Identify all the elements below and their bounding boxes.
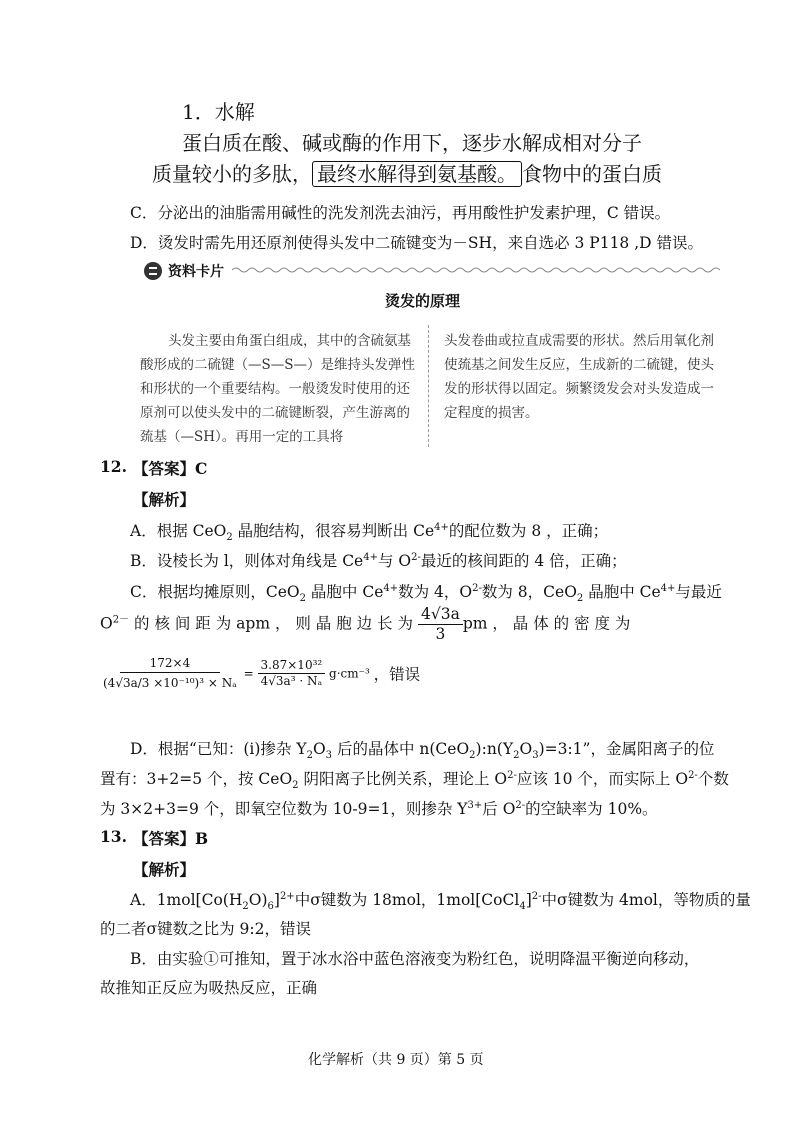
q12-number: 12.: [100, 457, 127, 476]
q12-answer: 【答案】C: [133, 459, 208, 478]
q12-option-d-line3: 为 3×2+3=9 个，即氧空位数为 10-9=1，则掺杂 $Y^{3+}$后 $O^{2-}$的空缺率为 10%。: [100, 799, 658, 818]
density-fraction-right: $\frac{\text{3.87×10³²}}{\text{4√3a³ · Nₐ}}$: [258, 659, 326, 688]
q13-option-b: B．由实验①可推知，置于冰水浴中蓝色溶液变为粉红色，说明降温平衡逆向移动，: [130, 950, 700, 968]
q12-option-a: A．根据 CeO$_2$ 晶胞结构，很容易判断出 $Ce^{4+}$的配位数为 8 ，正确；: [130, 521, 609, 544]
q12-option-d: D．根据“已知：(i)掺杂 $Y_2O_3$ 后的晶体中 $n(CeO_2):n(Y_2O_3)=3:1$”，金属阳离子的位: [130, 740, 715, 762]
q11-option-d: D．烫发时需先用还原剂使得头发中二硫键变为－SH，来自选必 3 P118 ,D 错误。: [130, 234, 704, 252]
cell-edge-fraction: $\frac{4√3a}{3}$: [418, 606, 463, 643]
q12-analysis-label: 【解析】: [133, 490, 196, 509]
q13-answer: 【答案】B: [133, 829, 209, 848]
q13-analysis-label: 【解析】: [133, 860, 196, 879]
card-right-text: 头发卷曲或拉直成需要的形状。然后用氧化剂使巯基之间发生反应，生成新的二硫键，使头发的形状得以固定。频繁烫发会对头发造成一定程度的损害。: [444, 333, 714, 421]
excerpt-heading: 1．水解: [182, 100, 255, 124]
card-column-divider: [428, 325, 429, 447]
excerpt-line2-b: 食物中的蛋白质: [522, 162, 662, 186]
excerpt-line2-a: 质量较小的多肽，: [152, 162, 312, 186]
excerpt-line1: 蛋白质在酸、碱或酶的作用下，逐步水解成相对分子: [182, 131, 642, 155]
q12-option-c: C．根据均摊原则，CeO$_2$ 晶胞中 $Ce^{4+}$数为 4，$O^{2-}$数为 8，CeO$_2$ 晶胞中 $Ce^{4+}$与最近: [130, 582, 722, 605]
page-footer: 化学解析（共 9 页）第 5 页: [308, 1052, 484, 1068]
q13-option-a: A．$1mol[Co(H_2O)_6]^{2+}$中σ键数为 18mol，1mol[CoCl$_4$]$^{2-}$中σ键数为 4mol，等物质的量: [130, 890, 751, 913]
card-left-text: 头发主要由角蛋白组成，其中的含硫氨基酸形成的二硫键（—S—S—）是维持头发弹性和形状的一个重要结构。一般烫发时使用的还原剂可以使头发中的二硫键断裂，产生游离的巯基（—SH）。再用一定的工具将: [140, 333, 415, 445]
card-wavy-divider: [232, 266, 720, 274]
density-fraction-left: $\frac{172\times 4}{\text{(4√3a/3 ×10⁻¹⁰)³ × Nₐ}}$: [103, 656, 237, 691]
density-formula: $\frac{172\times 4}{\text{(4√3a/3 ×10⁻¹⁰)³ × Nₐ}}$ = $\frac{\text{3.87×10³²}}{\text{4√3a³ · Nₐ}}$ g·cm⁻³ ，错误: [100, 657, 420, 690]
excerpt-highlight-box: 最终水解得到氨基酸。: [312, 161, 522, 187]
q11-option-c: C．分泌出的油脂需用碱性的洗发剂洗去油污，再用酸性护发素护理，C 错误。: [130, 204, 671, 222]
q13-number: 13.: [100, 827, 127, 846]
card-title: 烫发的原理: [385, 292, 461, 310]
q13-option-b-line2: 故推知正反应为吸热反应，正确: [100, 979, 318, 997]
q13-option-a-line2: 的二者σ键数之比为 9:2，错误: [100, 920, 311, 938]
q12-option-d-line2: 置有：3+2=5 个，按 CeO$_2$ 阴阳离子比例关系，理论上 $O^{2-}$应该 10 个，而实际上 $O^{2-}$个数: [100, 769, 729, 792]
card-label: 资料卡片: [168, 264, 224, 280]
q12-option-b: B．设棱长为 l，则体对角线是 $Ce^{4+}$与 $O^{2-}$最近的核间距的 4 倍，正确；: [130, 551, 627, 570]
card-icon: [144, 262, 162, 280]
excerpt-line2: [152, 158, 662, 187]
q12-option-c-line2: $O^{2-}$ 的 核 间 距 为 apm ， 则 晶 胞 边 长 为 $\frac{4√3a}{3}$ pm ， 晶 体 的 密 度 为: [100, 605, 631, 644]
